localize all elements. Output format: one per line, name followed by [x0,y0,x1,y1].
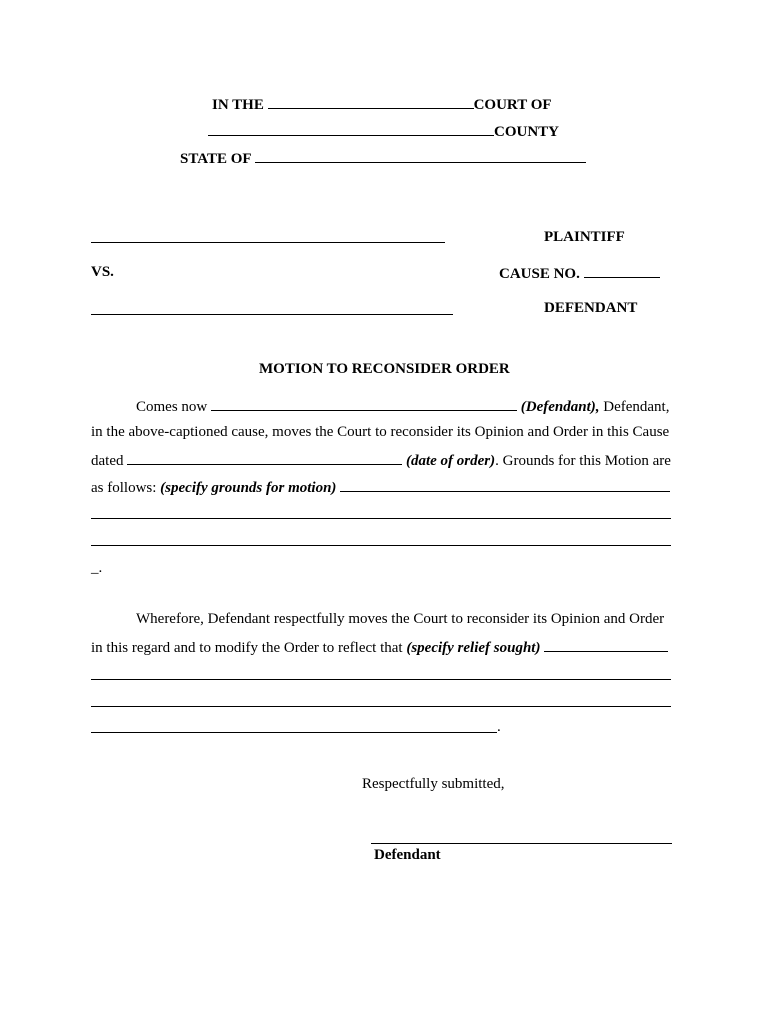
defendant-label: DEFENDANT [544,300,638,316]
grounds-end-period: _. [91,560,103,576]
relief-placeholder: (specify relief sought) [406,640,541,656]
court-name-blank[interactable] [268,96,474,109]
respectfully-submitted: Respectfully submitted, [362,776,505,792]
state-of-label: STATE OF [180,151,251,167]
plaintiff-name-blank[interactable] [91,242,445,243]
county-label: COUNTY [494,124,560,140]
dated-text: dated [91,453,124,469]
cause-no-label: CAUSE NO. [499,266,580,282]
county-line [208,123,559,140]
reflect-that-text: in this regard and to modify the Order to reflect that [91,640,403,656]
paragraph-1-line-4 [91,479,670,496]
in-the-label: IN THE [212,97,264,113]
paragraph-1-line-3 [91,452,671,469]
cause-number-line [499,265,660,282]
signature-defendant-label: Defendant [374,847,441,863]
signature-line[interactable] [371,843,672,844]
defendant-name-blank[interactable] [91,314,453,315]
paragraph-2-line-2 [91,639,668,656]
grounds-text: . Grounds for this Motion are [495,453,671,469]
grounds-blank-line-2[interactable] [91,545,671,546]
relief-blank-line-1[interactable] [91,679,671,680]
vs-label: VS. [91,264,114,280]
state-name-blank[interactable] [255,150,586,163]
document-title: MOTION TO RECONSIDER ORDER [259,361,510,377]
grounds-blank-line-1[interactable] [91,518,671,519]
plaintiff-label: PLAINTIFF [544,229,625,245]
state-line [180,150,586,167]
defendant-name-inline-blank[interactable] [211,398,517,411]
grounds-placeholder: (specify grounds for motion) [160,480,337,496]
grounds-inline-blank[interactable] [340,479,670,492]
as-follows-text: as follows: [91,480,157,496]
court-of-label: COURT OF [473,97,552,113]
paragraph-1-line-2: in the above-captioned cause, moves the Court to reconsider its Opinion and Order in this Cause [91,424,670,440]
relief-end-period: . [497,719,501,735]
county-name-blank[interactable] [208,123,494,136]
order-date-blank[interactable] [127,452,402,465]
court-header-line [212,96,552,113]
relief-blank-line-2[interactable] [91,706,671,707]
comes-now-text: Comes now [136,399,208,415]
paragraph-1-line-1 [136,398,669,415]
defendant-word: Defendant, [603,399,670,415]
paragraph-2-line-1: Wherefore, Defendant respectfully moves the Court to reconsider its Opinion and Order [136,611,665,627]
cause-number-blank[interactable] [584,265,660,278]
defendant-placeholder: (Defendant), [520,399,600,415]
relief-blank-line-3[interactable] [91,732,497,733]
date-of-order-placeholder: (date of order) [405,453,496,469]
relief-inline-blank[interactable] [544,639,668,652]
